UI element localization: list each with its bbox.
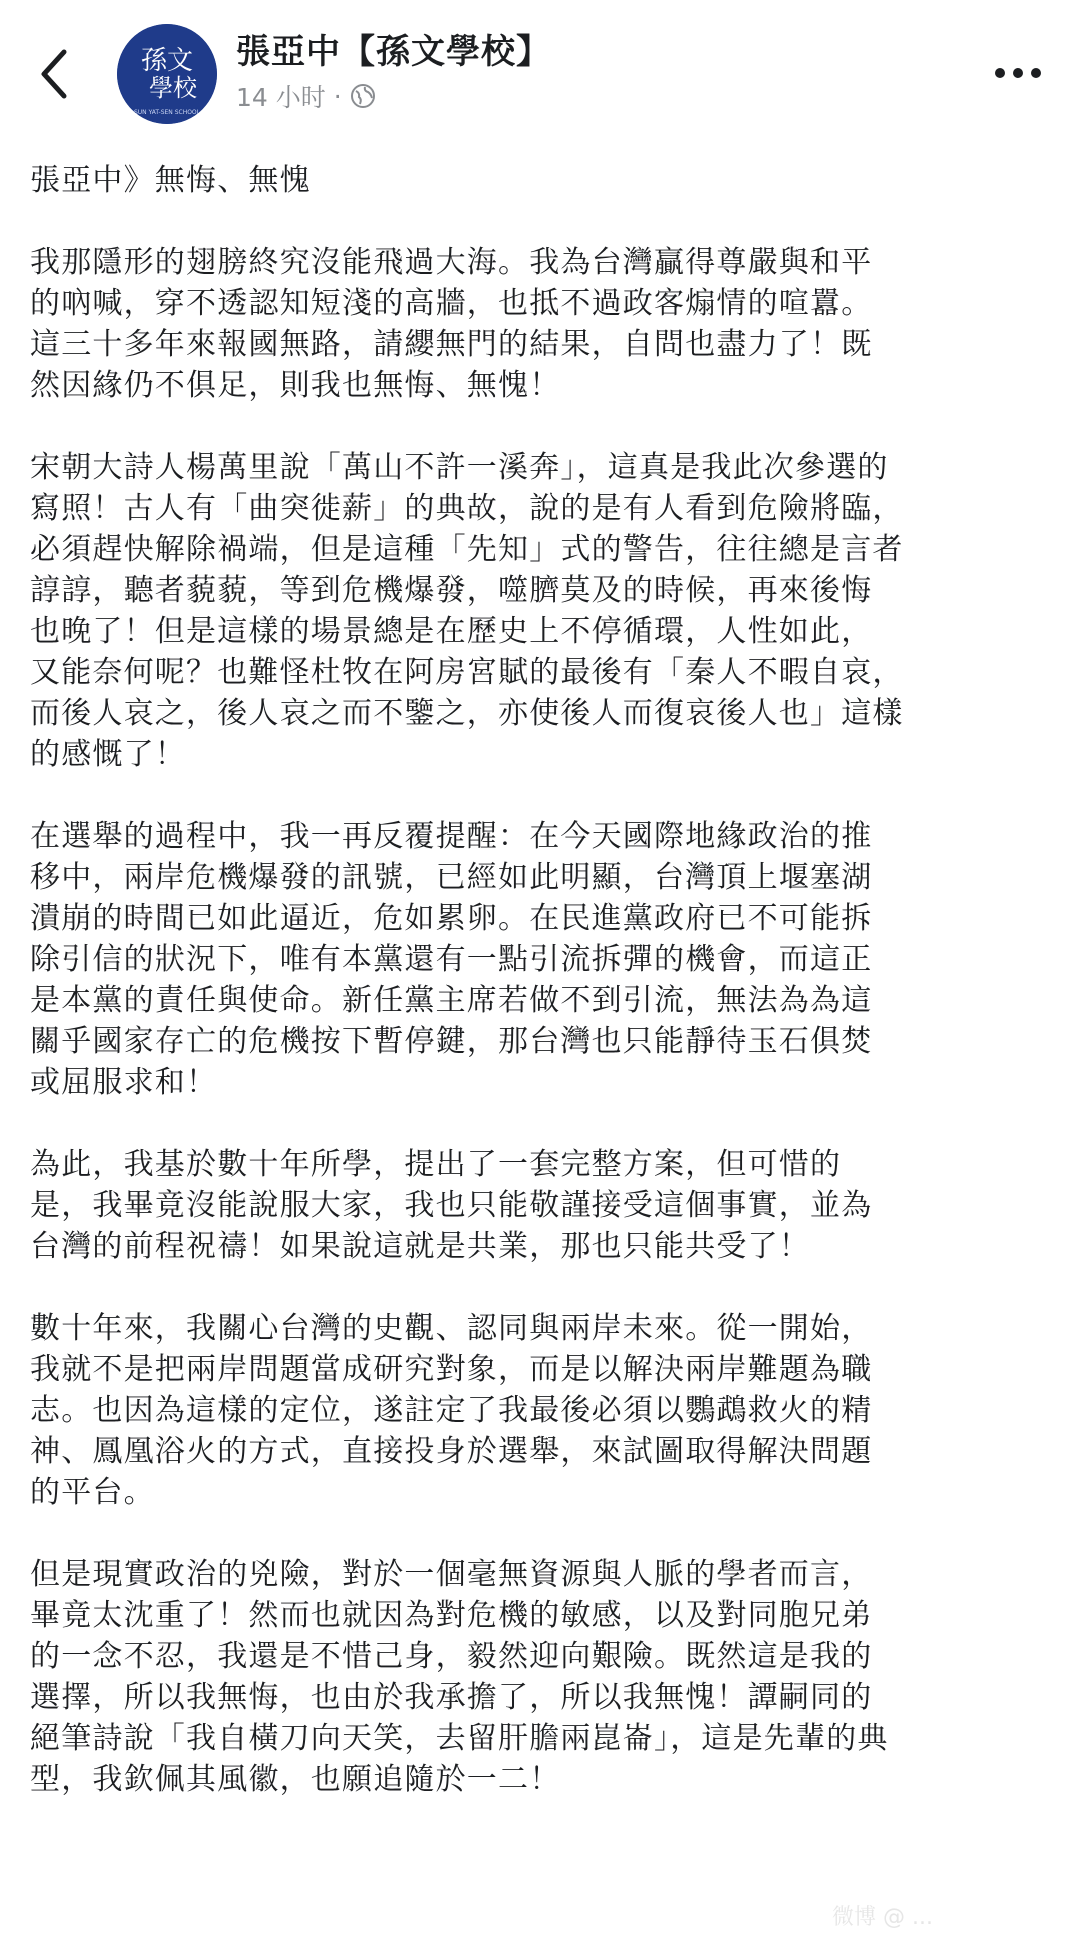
meta-separator: ·: [333, 81, 342, 111]
logo-text-line2: 學校: [149, 74, 197, 102]
post-title: 張亞中》無悔、無愧: [30, 163, 311, 198]
post-paragraph: 為此，我基於數十年所學，提出了一套完整方案，但可惜的 是，我畢竟沒能說服大家，我也只能敬謹接受這個事實，並為 台灣的前程祝禱！如果說這就是共業，那也只能共受了！: [30, 1147, 873, 1264]
watermark: 微博 @ ...: [832, 1905, 933, 1930]
post-meta: [236, 78, 376, 114]
post-timestamp[interactable]: 14 小时: [236, 83, 326, 112]
post-paragraph: 在選舉的過程中，我一再反覆提醒：在今天國際地緣政治的推 移中，兩岸危機爆發的訊號，已經如此明顯，台灣頂上堰塞湖 潰崩的時間已如此逼近，危如累卵。在民進黨政府已不可能拆 除引信的狀況下，唯有本黨還有一點引流拆彈的機會，而這正 是本黨的責任與使命。新任黨主席若做不到引流，無法為為這 關乎國家存亡的危機按下暫停鍵，那台灣也只能靜待玉石俱焚 或屈服求和！: [30, 819, 873, 1100]
more-dots-icon[interactable]: [990, 55, 1046, 91]
globe-icon[interactable]: [350, 83, 376, 109]
post-paragraph: 但是現實政治的兇險，對於一個毫無資源與人脈的學者而言， 畢竟太沈重了！然而也就因為對危機的敏感，以及對同胞兄弟 的一念不忍，我還是不惜己身，毅然迎向艱險。既然這是我的 選擇，所以我無悔，也由於我承擔了，所以我無愧！譚嗣同的 絕筆詩說「我自橫刀向天笑，去留肝膽兩崑崙」，這是先輩的典 型，我欽佩其風徽，也願追隨於一二！: [30, 1557, 889, 1797]
post-header: [0, 0, 1080, 150]
post-paragraph: 宋朝大詩人楊萬里說「萬山不許一溪奔」，這真是我此次參選的 寫照！古人有「曲突徙薪」的典故，說的是有人看到危險將臨， 必須趕快解除禍端，但是這種「先知」式的警告，往往總是言者 諄諄，聽者藐藐，等到危機爆發，噬臍莫及的時候，再來後悔 也晚了！但是這樣的場景總是在歷史上不停循環，人性如此， 又能奈何呢？也難怪杜牧在阿房宮賦的最後有「秦人不暇自哀， 而後人哀之，後人哀之而不鑒之，亦使後人而復哀後人也」這樣 的感慨了！: [30, 450, 904, 772]
logo-text-line1: 孫文: [140, 46, 194, 76]
post-paragraph: 數十年來，我關心台灣的史觀、認同與兩岸未來。從一開始， 我就不是把兩岸問題當成研究對象，而是以解決兩岸難題為職 志。也因為這樣的定位，遂註定了我最後必須以鸚鵡救火的精 神、鳳凰浴火的方式，直接投身於選舉，來試圖取得解決問題 的平台。: [30, 1311, 873, 1510]
logo-caption: SUN YAT-SEN SCHOOL: [133, 109, 201, 116]
avatar[interactable]: [117, 24, 217, 124]
post-paragraph: 我那隱形的翅膀終究沒能飛過大海。我為台灣贏得尊嚴與和平 的吶喊，穿不透認知短淺的高牆，也抵不過政客煽情的喧囂。 這三十多年來報國無路，請纓無門的結果，自問也盡力了！既 然因緣仍不俱足，則我也無悔、無愧！: [30, 245, 873, 403]
post-body: [30, 160, 1052, 1841]
back-chevron-icon[interactable]: [34, 44, 84, 104]
page-name[interactable]: 張亞中【孫文學校】: [236, 32, 551, 72]
